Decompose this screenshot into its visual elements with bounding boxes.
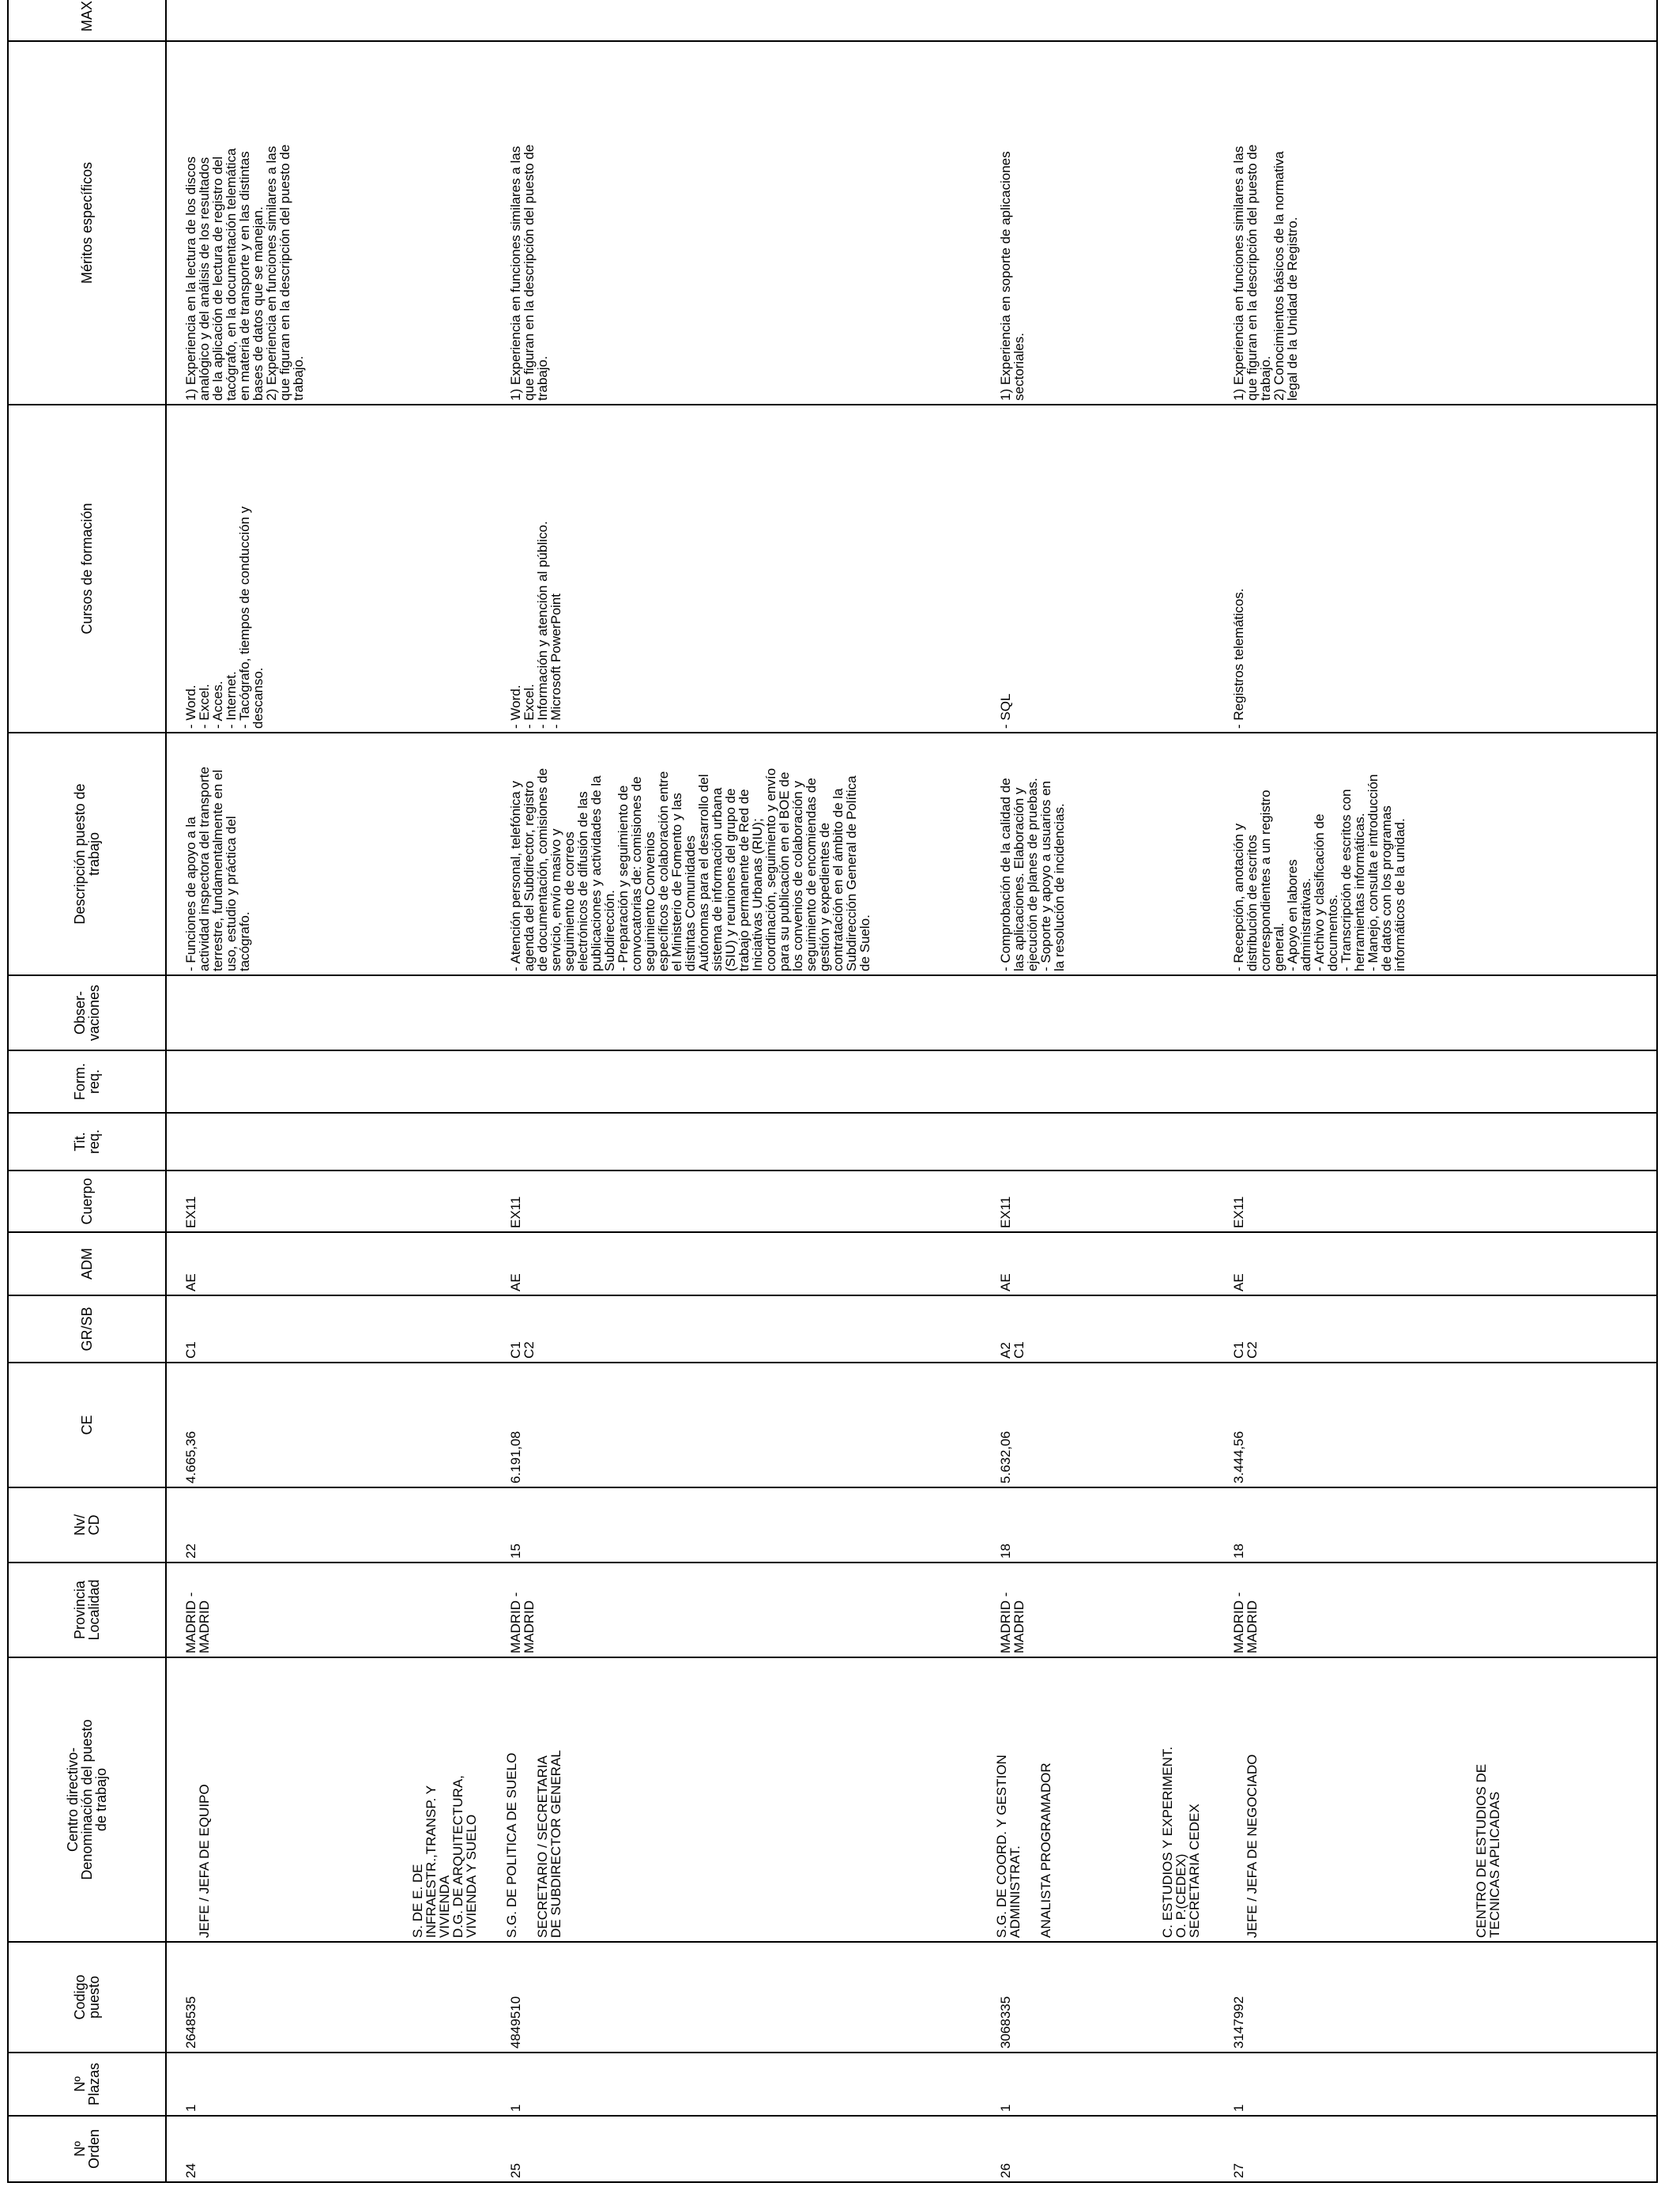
table-row — [1215, 0, 1657, 2182]
cell-descripcion: - Recepción, anotación y distribución de escritos correspondientes a un registro general. - Apoyo en labores administrativas. - Archivo y clasificación de documentos. - Transcripción de escritos con herramientas informáticas. - Manejo, consulta e introducción de datos con los programas informáticos de la unidad. — [1215, 733, 1657, 975]
cell-titulacion — [492, 1113, 981, 1171]
cell-nivel: 15 — [492, 1487, 981, 1563]
cell-orden: 24 — [166, 2116, 492, 2182]
cell-plazas: 1 — [1215, 2053, 1657, 2116]
position-name: SECRETARIO / SECRETARIA DE SUBDIRECTOR GENERAL — [535, 1750, 563, 1938]
cell-orden: 26 — [981, 2116, 1215, 2182]
cell-titulacion — [1215, 1113, 1657, 1171]
cell-adm: AE — [1215, 1232, 1657, 1295]
cell-cursos: - Registros telemáticos. — [1215, 405, 1657, 733]
cell-ce: 4.665,36 — [166, 1363, 492, 1487]
header-provincia: Provincia Localidad — [8, 1563, 166, 1657]
cell-adm: AE — [492, 1232, 981, 1295]
cell-centro — [166, 1657, 492, 1942]
cell-grupo: C1 — [166, 1295, 492, 1363]
cell-cursos: - Word. - Excel. - Acces. - Internet. - Tacógrafo, tiempos de conducción y descanso. — [166, 405, 492, 733]
job-positions-table — [7, 0, 1658, 2183]
cell-cuerpo: EX11 — [166, 1171, 492, 1232]
cell-nivel: 18 — [981, 1487, 1215, 1563]
cell-meritos: 1) Experiencia en funciones similares a las que figuran en la descripción del puesto de trabajo. — [492, 41, 981, 405]
cell-cursos: - Word. - Excel. - Información y atención al público. - Microsoft PowerPoint — [492, 405, 981, 733]
cell-observaciones — [1215, 975, 1657, 1050]
cell-observaciones — [981, 975, 1215, 1050]
cell-ce: 6.191,08 — [492, 1363, 981, 1487]
cell-plazas: 1 — [166, 2053, 492, 2116]
header-cuerpo: Cuerpo — [8, 1171, 166, 1232]
cell-centro — [1215, 1657, 1657, 1942]
cell-nivel: 18 — [1215, 1487, 1657, 1563]
cell-max — [492, 0, 981, 41]
table-body — [166, 0, 1657, 2182]
cell-centro — [492, 1657, 981, 1942]
header-formacion-req: Form. req. — [8, 1050, 166, 1113]
cell-max — [166, 0, 492, 41]
cell-codigo: 3068335 — [981, 1942, 1215, 2053]
position-name: JEFE / JEFA DE EQUIPO — [197, 1784, 212, 1938]
cell-provincia: MADRID - MADRID — [981, 1563, 1215, 1657]
header-adm: ADM — [8, 1232, 166, 1295]
cell-plazas: 1 — [981, 2053, 1215, 2116]
cell-codigo: 4849510 — [492, 1942, 981, 2053]
subdirectorate-name: S.G. DE POLITICA DE SUELO — [504, 1752, 519, 1938]
cell-formacion-req — [1215, 1050, 1657, 1113]
header-descripcion: Descripción puesto de trabajo — [8, 733, 166, 975]
cell-descripcion: - Funciones de apoyo a la actividad inspectora del transporte terrestre, fundamentalmente en el uso, estudio y práctica del tacógrafo. — [166, 733, 492, 975]
cell-orden: 27 — [1215, 2116, 1657, 2182]
header-observaciones: Obser- vaciones — [8, 975, 166, 1050]
cell-observaciones — [166, 975, 492, 1050]
header-orden: Nº Orden — [8, 2116, 166, 2182]
cell-formacion-req — [166, 1050, 492, 1113]
position-name: ANALISTA PROGRAMADOR — [1038, 1762, 1053, 1938]
cell-cuerpo: EX11 — [1215, 1171, 1657, 1232]
directorate-name: C. ESTUDIOS Y EXPERIMENT. O. P.(CEDEX) SECRETARIA CEDEX — [1160, 1746, 1202, 1938]
cell-provincia: MADRID - MADRID — [492, 1563, 981, 1657]
cell-centro — [981, 1657, 1215, 1942]
cell-titulacion — [166, 1113, 492, 1171]
table-row — [166, 0, 492, 2182]
table-row — [492, 0, 981, 2182]
cell-meritos: 1) Experiencia en la lectura de los discos analógico y del análisis de los resultados de la aplicación de lectura de registro del tacógrafo, en la documentación telemática en materia de transporte y en las distintas bases de datos que se manejan. 2) Experiencia en funciones similares a las que figuran en la descripción del puesto de trabajo. — [166, 41, 492, 405]
center-name: CENTRO DE ESTUDIOS DE TECNICAS APLICADAS — [1474, 1763, 1502, 1938]
cell-plazas: 1 — [492, 2053, 981, 2116]
cell-cuerpo: EX11 — [492, 1171, 981, 1232]
cell-grupo: C1 C2 — [1215, 1295, 1657, 1363]
cell-cuerpo: EX11 — [981, 1171, 1215, 1232]
cell-ce: 3.444,56 — [1215, 1363, 1657, 1487]
cell-provincia: MADRID - MADRID — [1215, 1563, 1657, 1657]
header-plazas: Nº Plazas — [8, 2053, 166, 2116]
cell-max — [1215, 0, 1657, 41]
table-row — [981, 0, 1215, 2182]
cell-max — [981, 0, 1215, 41]
header-nivel: Nv/ CD — [8, 1487, 166, 1563]
cell-formacion-req — [492, 1050, 981, 1113]
cell-adm: AE — [981, 1232, 1215, 1295]
directorate-name: S. DE E. DE INFRAESTR.,TRANSP. Y VIVIENDA D.G. DE ARQUITECTURA, VIVIENDA Y SUELO — [410, 1775, 479, 1938]
cell-codigo: 3147992 — [1215, 1942, 1657, 2053]
header-codigo: Codigo puesto — [8, 1942, 166, 2053]
header-grupo: GR/SB — [8, 1295, 166, 1363]
header-max: MAX — [8, 0, 166, 41]
header-row — [8, 0, 166, 2182]
cell-grupo: A2 C1 — [981, 1295, 1215, 1363]
cell-ce: 5.632,06 — [981, 1363, 1215, 1487]
table-header — [8, 0, 166, 2182]
cell-nivel: 22 — [166, 1487, 492, 1563]
position-name: JEFE / JEFA DE NEGOCIADO — [1245, 1754, 1260, 1938]
cell-meritos: 1) Experiencia en soporte de aplicaciones sectoriales. — [981, 41, 1215, 405]
cell-titulacion — [981, 1113, 1215, 1171]
header-ce: CE — [8, 1363, 166, 1487]
cell-grupo: C1 C2 — [492, 1295, 981, 1363]
cell-formacion-req — [981, 1050, 1215, 1113]
cell-meritos: 1) Experiencia en funciones similares a las que figuran en la descripción del puesto de trabajo. 2) Conocimientos básicos de la normativa legal de la Unidad de Registro. — [1215, 41, 1657, 405]
cell-cursos: - SQL — [981, 405, 1215, 733]
cell-provincia: MADRID - MADRID — [166, 1563, 492, 1657]
header-cursos: Cursos de formación — [8, 405, 166, 733]
cell-adm: AE — [166, 1232, 492, 1295]
cell-descripcion: - Comprobación de la calidad de las aplicaciones. Elaboración y ejecución de planes de pruebas. - Soporte y apoyo a usuarios en la resolución de incidencias. — [981, 733, 1215, 975]
cell-observaciones — [492, 975, 981, 1050]
cell-codigo: 2648535 — [166, 1942, 492, 2053]
header-centro: Centro directivo- Denominación del puesto de trabajo — [8, 1657, 166, 1942]
header-titulacion: Tit. req. — [8, 1113, 166, 1171]
cell-orden: 25 — [492, 2116, 981, 2182]
subdirectorate-name: S.G. DE COORD. Y GESTION ADMINISTRAT. — [994, 1755, 1023, 1938]
header-meritos: Méritos específicos — [8, 41, 166, 405]
cell-descripcion: - Atención personal, telefónica y agenda del Subdirector, registro de documentación, comisiones de servicio, envío masivo y seguimiento de correos electrónicos de difusión de las publicaciones y actividades de la Subdirección. - Preparación y seguimiento de convocatorias de: comisiones de seguimiento Convenios específicos de colaboración entre el Ministerio de Fomento y las distintas Comunidades Autónomas para el desarrollo del sistema de información urbana (SIU) y reuniones del grupo de trabajo permanente de Red de Iniciativas Urbanas (RIU); coordinación, seguimiento y envío para su publicación en el BOE de los convenios de colaboración y seguimiento de encomiendas de gestión y expedientes de contratación en el ámbito de la Subdirección General de Política de Suelo. — [492, 733, 981, 975]
